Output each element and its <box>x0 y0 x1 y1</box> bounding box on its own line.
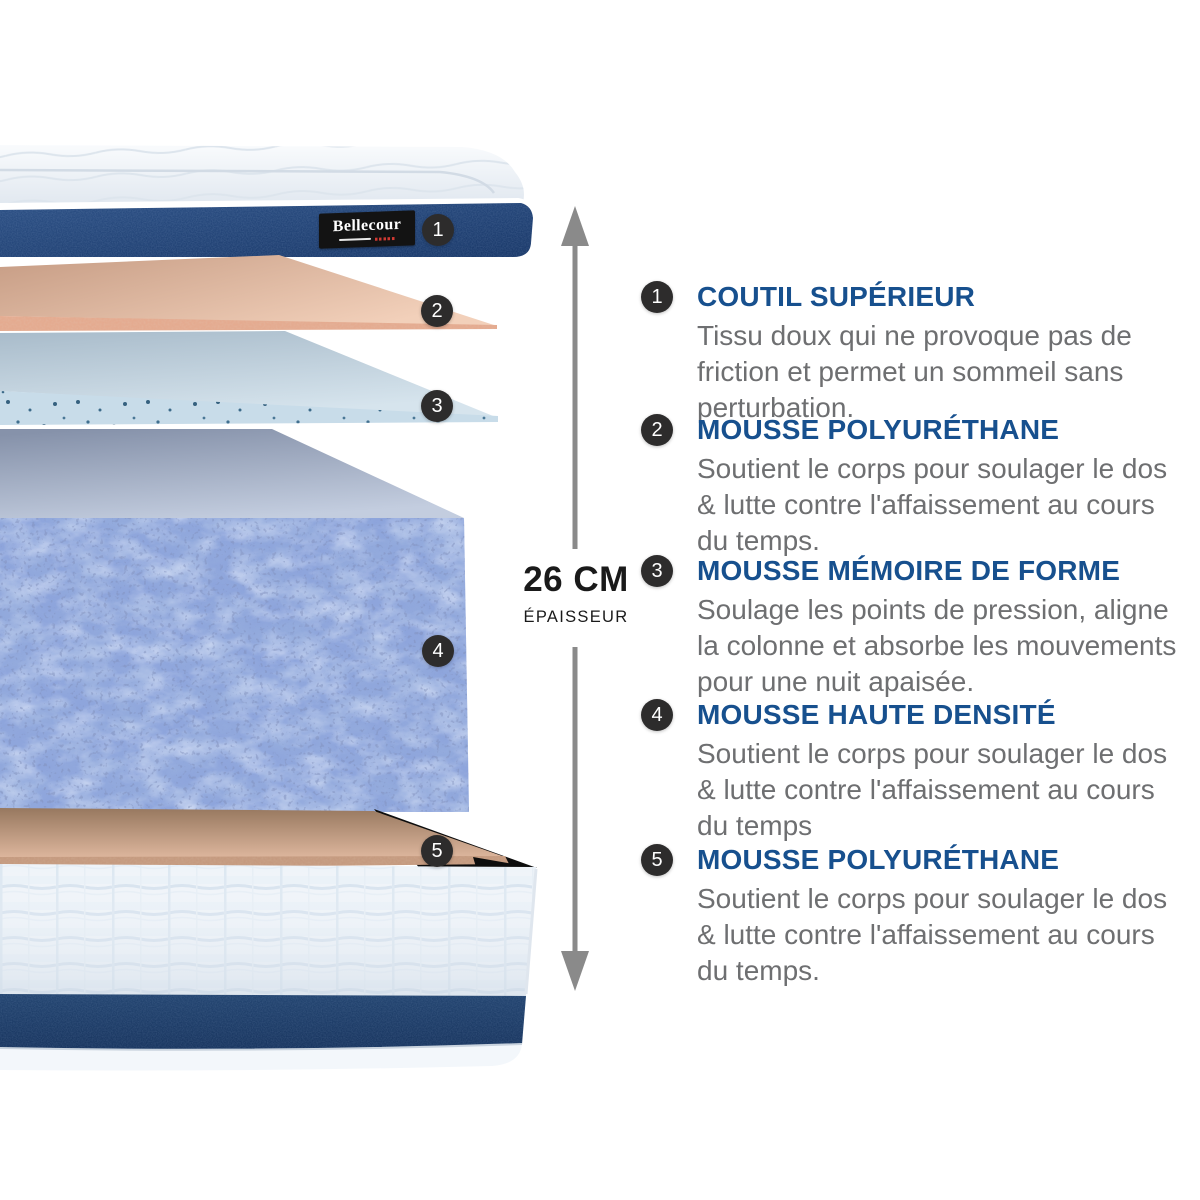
legend-5-description: Soutient le corps pour soulager le dos & lutte contre l'affaissement au cours du temps. <box>697 883 1168 986</box>
layer-1-badge: 1 <box>422 214 454 246</box>
legend-item-3 <box>640 554 1177 700</box>
layer-4-top-face <box>0 429 464 518</box>
layer-4-front-face <box>0 514 475 816</box>
base-mattress <box>0 864 540 1071</box>
brand-sub-bar <box>339 238 371 242</box>
legend-4-description: Soutient le corps pour soulager le dos & lutte contre l'affaissement au cours du temps <box>697 738 1168 841</box>
legend-1-description: Tissu doux qui ne provoque pas de friction et permet un sommeil sans perturbation. <box>697 320 1132 423</box>
layer-2-badge: 2 <box>421 295 453 327</box>
base-quilt-shading <box>0 864 536 996</box>
legend-3-badge: 3 <box>641 555 673 587</box>
legend-item-5 <box>640 843 1170 989</box>
brand-stars-icon <box>375 237 395 241</box>
layer-5-polyurethane-board <box>0 808 537 873</box>
legend-1-badge: 1 <box>641 281 673 313</box>
layer-4-badge: 4 <box>422 635 454 667</box>
legend-item-4 <box>640 698 1170 844</box>
legend-1-title: COUTIL SUPÉRIEUR <box>697 281 976 312</box>
layer-5-badge: 5 <box>421 835 453 867</box>
arrow-line-bottom <box>573 647 578 953</box>
layer-1-top-mattress <box>0 145 545 262</box>
legend-2-description: Soutient le corps pour soulager le dos & lutte contre l'affaissement au cours du temps. <box>697 453 1168 556</box>
legend-3-description: Soulage les points de pression, aligne la colonne et absorbe les mouvements pour une nuit apaisée. <box>697 594 1177 697</box>
thickness-value: 26 CM <box>523 560 629 599</box>
legend-4-title: MOUSSE HAUTE DENSITÉ <box>697 699 1056 730</box>
brand-label <box>319 210 415 248</box>
brand-name: Bellecour <box>332 215 402 236</box>
legend-item-2 <box>640 413 1170 559</box>
legend-4-badge: 4 <box>641 699 673 731</box>
legend-2-title: MOUSSE POLYURÉTHANE <box>697 414 1060 445</box>
arrow-head-up-icon <box>561 206 589 246</box>
legend-5-badge: 5 <box>641 844 673 876</box>
legend-2-badge: 2 <box>641 414 673 446</box>
top-mattress-quilt-pattern <box>0 145 524 208</box>
legend-3-title: MOUSSE MÉMOIRE DE FORME <box>697 555 1121 586</box>
thickness-caption: ÉPAISSEUR <box>523 608 629 626</box>
arrow-line-top <box>573 244 578 549</box>
brand-sub-decoration <box>339 236 395 242</box>
legend-item-1 <box>640 280 1170 426</box>
arrow-head-down-icon <box>561 951 589 991</box>
layer-3-badge: 3 <box>421 390 453 422</box>
layer-4-high-density-block <box>0 429 475 816</box>
legend-5-title: MOUSSE POLYURÉTHANE <box>697 844 1060 875</box>
thickness-measurement <box>523 560 629 627</box>
